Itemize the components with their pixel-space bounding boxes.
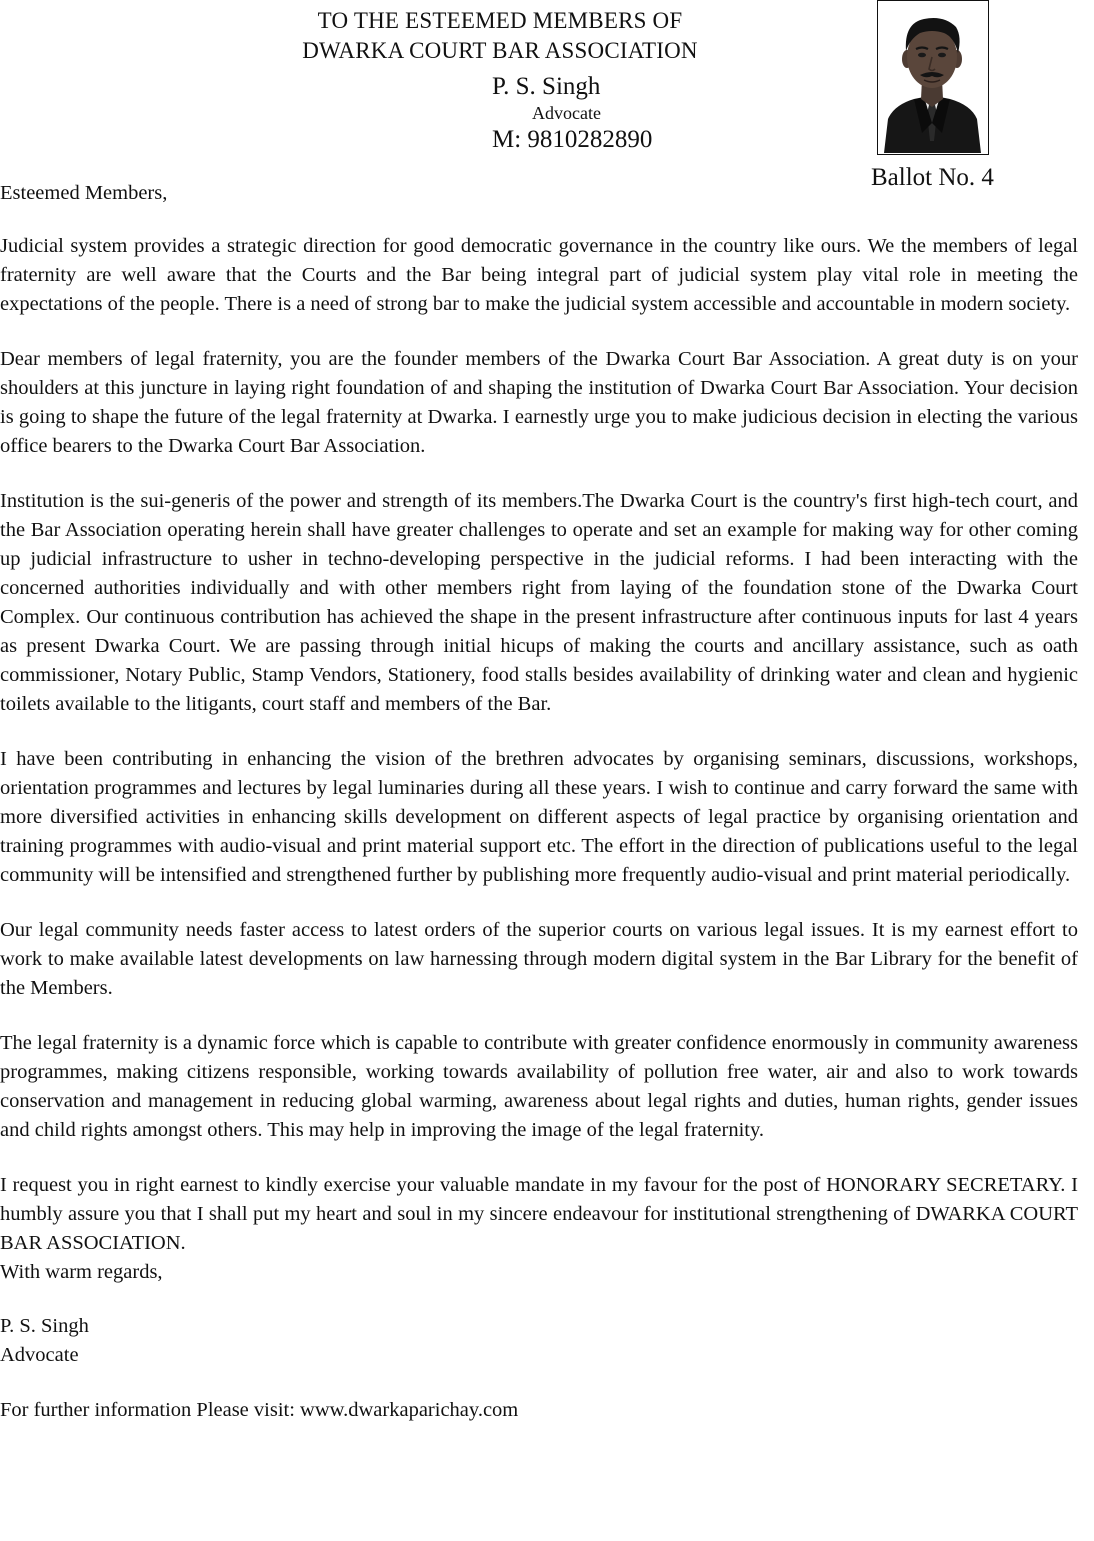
candidate-photo — [877, 0, 989, 155]
candidate-role: Advocate — [532, 103, 601, 123]
paragraph: Institution is the sui-generis of the power and strength of its members.The Dwarka Court is the country's first high-tech court, and the Bar Association operating herein shall have greater challenges to operate and set an example for making way for other coming up judicial infrastructure to usher in techno-developing perspective in the judicial reforms. I had been interacting with the concerned authorities individually and with other members right from laying of the foundation stone of the Dwarka Court Complex. Our continuous contribution has achieved the shape in the present infrastructure after continuous inputs for last 4 years as present Dwarka Court. We are passing through initial hicups of making the courts and ancillary assistance, such as oath commissioner, Notary Public, Stamp Vendors, Stationery, food stalls besides availability of drinking water and clean and hygienic toilets available to the litigants, court staff and members of the Bar. — [0, 490, 1078, 715]
paragraph: Dear members of legal fraternity, you are the founder members of the Dwarka Court Bar Association. A great duty is on your shoulders at this juncture in laying right foundation of and shaping the institution of Dwarka Court Bar Association. Your decision is going to shape the future of the legal fraternity at Dwarka. I earnestly urge you to make judicious decision in electing the various office bearers to the Dwarka Court Bar Association. — [0, 348, 1078, 457]
candidate-portrait-image — [878, 1, 987, 153]
signature-role: Advocate — [0, 1344, 79, 1366]
salutation: Esteemed Members, — [0, 182, 168, 204]
candidate-mobile: M: 9810282890 — [492, 126, 653, 153]
paragraph: Judicial system provides a strategic direction for good democratic governance in the country like ours. We the members of legal fraternity are well aware that the Courts and the Bar being integral part of judicial system play vital role in meeting the expectations of the people. There is a need of strong bar to make the judicial system accessible and accountable in modern society. — [0, 235, 1078, 315]
candidate-name: P. S. Singh — [492, 73, 601, 100]
letter-heading — [0, 6, 1000, 66]
candidate-block — [470, 72, 670, 156]
heading-line-1: TO THE ESTEEMED MEMBERS OF — [317, 8, 683, 33]
footer-website-note: For further information Please visit: www.dwarkaparichay.com — [0, 1399, 519, 1421]
closing-regards: With warm regards, — [0, 1261, 163, 1283]
ballot-number: Ballot No. 4 — [871, 164, 994, 191]
paragraph: Our legal community needs faster access to latest orders of the superior courts on various legal issues. It is my earnest effort to work to make available latest developments on law harnessing through modern digital system in the Bar Library for the benefit of the Members. — [0, 919, 1078, 999]
paragraph: The legal fraternity is a dynamic force which is capable to contribute with greater confidence enormously in community awareness programmes, making citizens responsible, working towards availability of pollution free water, air and also to work towards conservation and management in reducing global warming, awareness about legal rights and duties, human rights, gender issues and child rights amongst others. This may help in improving the image of the legal fraternity. — [0, 1032, 1078, 1141]
heading-line-2: DWARKA COURT BAR ASSOCIATION — [302, 38, 698, 63]
closing-paragraph: I request you in right earnest to kindly exercise your valuable mandate in my favour for the post of HONORARY SECRETARY. I humbly assure you that I shall put my heart and soul in my sincere endeavour for institutional strengthening of DWARKA COURT BAR ASSOCIATION. — [0, 1174, 1078, 1254]
paragraph: I have been contributing in enhancing the vision of the brethren advocates by organising seminars, discussions, workshops, orientation programmes and lectures by legal luminaries during all these years. I wish to continue and carry forward the same with more diversified activities in enhancing skills development on different aspects of legal practice by organising orientation and training programmes with audio-visual and print material support etc. The effort in the direction of publications useful to the legal community will be intensified and strengthened further by publishing more frequently audio-visual and print material periodically. — [0, 748, 1078, 886]
signature-name: P. S. Singh — [0, 1315, 89, 1337]
letter-body — [0, 179, 1078, 1425]
